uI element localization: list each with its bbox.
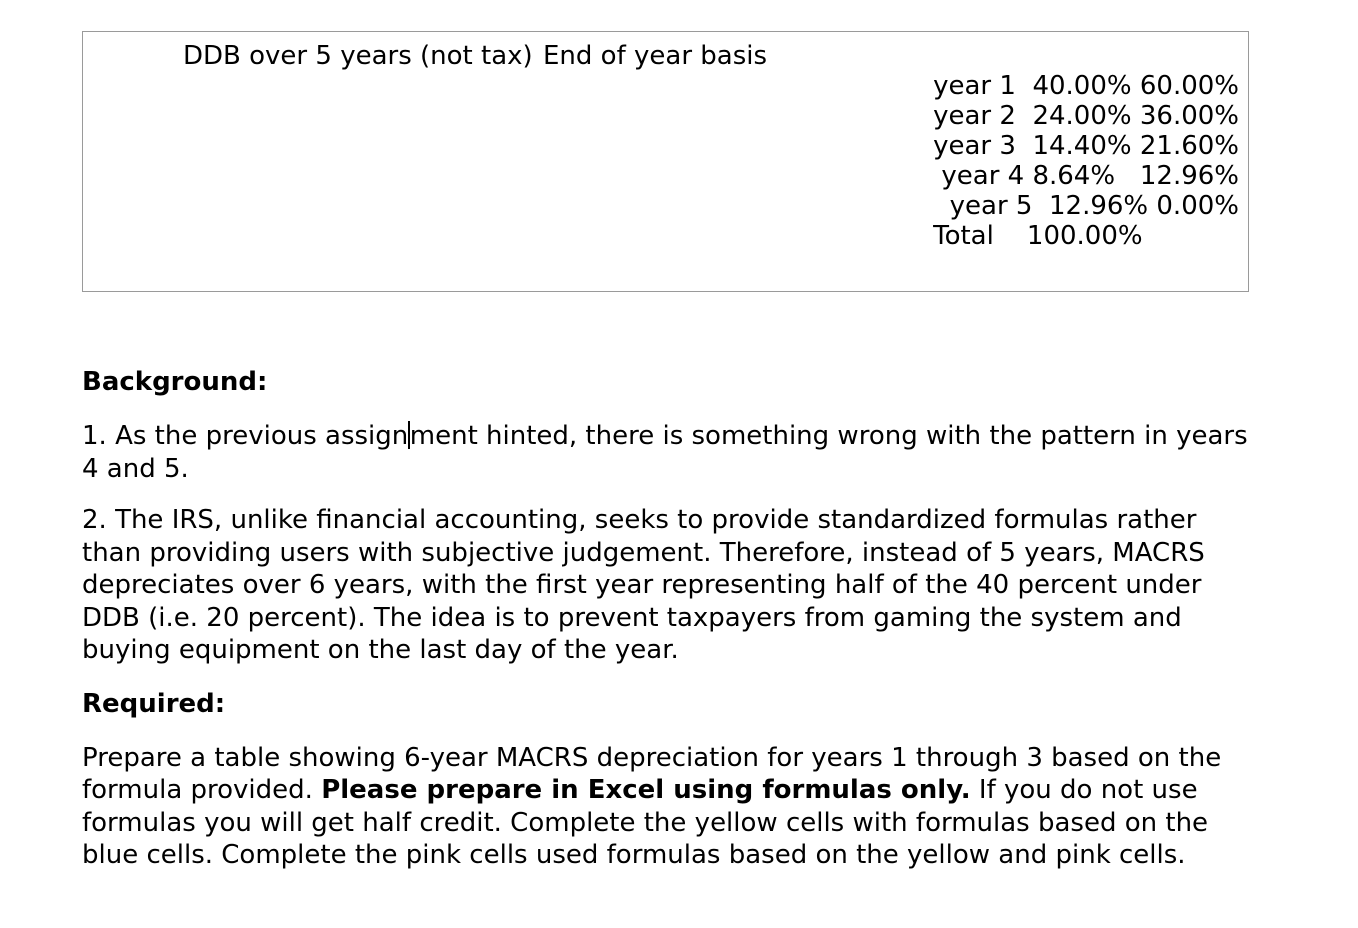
item-1-text-a: 1. As the previous assign bbox=[82, 421, 409, 451]
required-text-b: If you do not use formulas you will get half credit. Complete the yellow cells with formulas based on the blue cells. Complete the pink cells used formulas based on the yellow and pink cells. bbox=[82, 775, 1209, 870]
total-label: Total bbox=[933, 221, 994, 251]
row-label: year 5 bbox=[949, 191, 1033, 221]
required-text-a: Prepare a table showing 6-year MACRS depreciation for years 1 through 3 based on the formula provided. bbox=[82, 742, 1222, 805]
row-basis: 60.00% bbox=[1139, 71, 1239, 101]
basis-heading: End of year basis bbox=[543, 41, 768, 71]
required-heading: Required: bbox=[82, 688, 226, 719]
ddb-heading: DDB over 5 years (not tax) bbox=[183, 41, 533, 71]
item-1-text-b: ment hinted, there is something wrong with the pattern in years 4 and 5. bbox=[82, 421, 1248, 484]
row-label: year 2 bbox=[933, 101, 1016, 131]
ddb-row-1 bbox=[933, 71, 1239, 101]
row-basis: 0.00% bbox=[1156, 191, 1239, 221]
row-label: year 3 bbox=[933, 131, 1016, 161]
row-basis: 21.60% bbox=[1139, 131, 1239, 161]
ddb-row-4 bbox=[933, 161, 1239, 191]
ddb-row-5 bbox=[933, 191, 1239, 221]
row-rate: 14.40% bbox=[1032, 131, 1132, 161]
row-rate: 8.64% bbox=[1032, 161, 1116, 191]
required-text bbox=[82, 742, 1262, 872]
background-item-1[interactable] bbox=[82, 420, 1262, 485]
ddb-table-box bbox=[82, 31, 1249, 292]
row-rate: 40.00% bbox=[1032, 71, 1132, 101]
assignment-text bbox=[82, 364, 1262, 891]
ddb-row-2 bbox=[933, 101, 1239, 131]
total-value: 100.00% bbox=[1026, 221, 1143, 251]
row-label: year 4 bbox=[941, 161, 1025, 191]
row-rate: 12.96% bbox=[1048, 191, 1149, 221]
ddb-rows bbox=[933, 71, 1239, 251]
row-rate: 24.00% bbox=[1032, 101, 1132, 131]
background-item-2: 2. The IRS, unlike financial accounting, seeks to provide standardized formulas rather than providing users with subjective judgement. Therefore, instead of 5 years, MACRS depreciates over 6 years, with the first year representing half of the 40 percent under DDB (i.e. 20 percent). The idea is to prevent taxpayers from gaming the system and buying equipment on the last day of the year. bbox=[82, 505, 1205, 665]
row-basis: 12.96% bbox=[1139, 161, 1239, 191]
ddb-total-row bbox=[933, 221, 1239, 251]
ddb-row-3 bbox=[933, 131, 1239, 161]
background-heading: Background: bbox=[82, 367, 268, 397]
required-text-bold: Please prepare in Excel using formulas only. bbox=[321, 775, 971, 805]
row-label: year 1 bbox=[933, 71, 1016, 101]
row-basis: 36.00% bbox=[1139, 101, 1239, 131]
